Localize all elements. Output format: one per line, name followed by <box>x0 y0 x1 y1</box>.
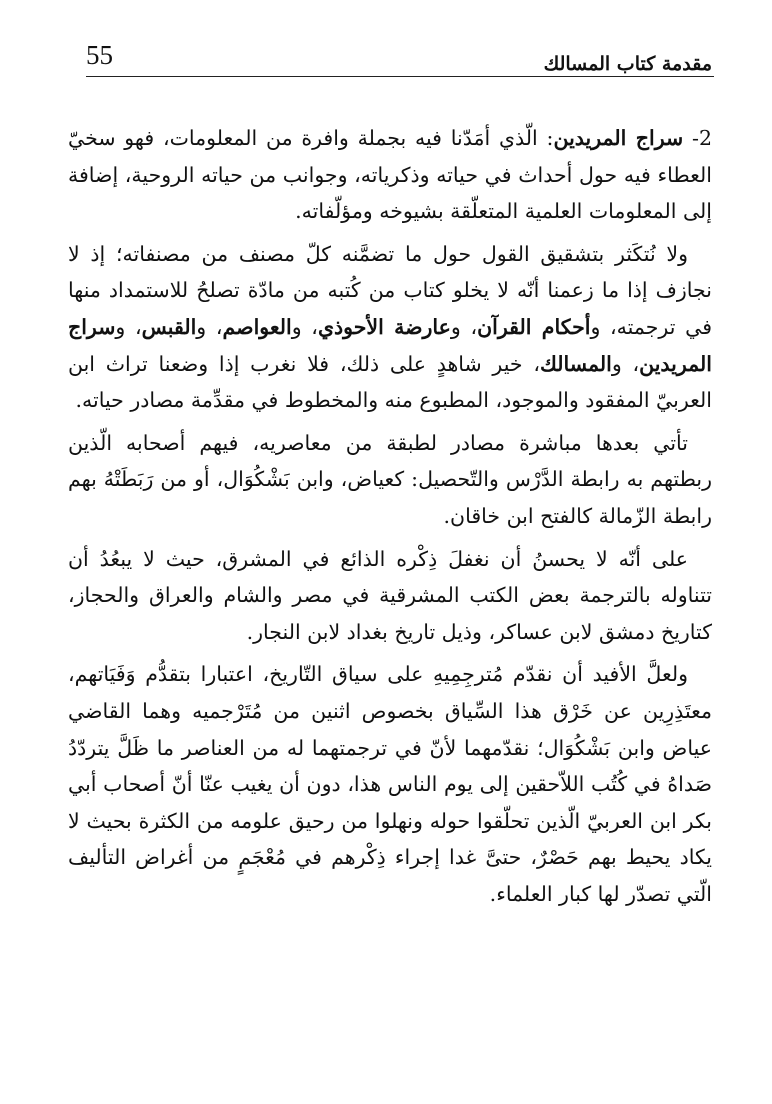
text-run: ، و <box>291 314 318 339</box>
book-title: العواصم <box>222 314 292 339</box>
paragraph <box>68 425 712 535</box>
page-header <box>86 38 712 78</box>
paragraph <box>68 541 712 651</box>
body-text <box>68 120 712 918</box>
book-title: عارضة الأحوذي <box>317 314 451 339</box>
text-run: ، خير شاهدٍ على ذلك، فلا نغرب إذا وضعنا تراث ابن العربيّ المفقود والموجود، المطبوع منه والمخطوط في مقدِّمة مصادر حياته. <box>68 351 712 413</box>
text-run: ، و <box>196 314 223 339</box>
text-run: 2- <box>683 126 712 150</box>
text-run: ولا نُتكَثر بتشقيق القول حول ما تضمَّنه كلّ مصنف من مصنفاته؛ إذ لا نجازف إذا ما زعمنا أنّه لا يخلو كتاب من كُتبه من مادّة تصلحُ للاستمداد منها في ترجمته، و <box>68 241 712 339</box>
text-run: : الّذي أمَدّنا فيه بجملة وافرة من المعلومات، فهو سخيّ العطاء فيه حول أحداث في حياته وذكرياته، وجوانب من حياته الروحية، إضافة إلى المعلومات العلمية المتعلّقة بشيوخه ومؤلّفاته. <box>68 126 712 224</box>
header-rule <box>86 76 714 77</box>
text-run: ، و <box>611 351 640 376</box>
running-title: مقدمة كتاب المسالك <box>543 53 712 75</box>
page-number: 55 <box>86 40 113 70</box>
text-run: ولعلَّ الأفيد أن نقدّم مُترجِمِيهِ على سياق التّاريخ، اعتبارا بتقدُّم وَفَيَاتهم، معتَذِرِين عن خَرْق هذا السِّياق بخصوص اثنين من مُتَرْجميه وهما القاضي عياض وابن بَشْكُوَال؛ نقدّمهما لأنّ في ترجمتهما له من العناصر ما ظَلَّ يتردّدُ صَداهُ في كُتُب اللاّحقين إلى يوم الناس هذا، دون أن يغيب عنّا أنّ أصحاب أبي بكر ابن العربيّ الّذين تحلّقوا حوله ونهلوا من رحيق علومه من الكثرة بحيث لا يكاد يحيط بهم حَصْرٌ، حتىَّ غدا إجراء ذِكْرهم في مُعْجَمٍ من أغراض التأليف الّتي تصدّر لها كبار العلماء. <box>68 662 712 906</box>
paragraph <box>68 656 712 912</box>
text-run: ، و <box>115 314 142 339</box>
book-title: المسالك <box>539 351 612 376</box>
paragraph <box>68 120 712 230</box>
book-title: سراج المريدين <box>553 126 684 150</box>
text-run: ، و <box>450 314 478 339</box>
paragraph <box>68 236 712 419</box>
book-title: القبس <box>141 314 197 339</box>
text-run: على أنّه لا يحسنُ أن نغفلَ ذِكْره الذائع في المشرق، حيث لا يبعُدُ أن تتناوله بالترجمة بعض الكتب المشرقية في مصر والشام والعراق والحجاز، كتاريخ دمشق لابن عساكر، وذيل تاريخ بغداد لابن النجار. <box>68 546 712 644</box>
book-title: سراج المريدين <box>68 314 712 376</box>
text-run: تأتي بعدها مباشرة مصادر لطبقة من معاصريه، فيهم أصحابه الّذين ربطتهم به رابطة الدَّرْس والتّحصيل: كعياض، وابن بَشْكُوَال، أو من رَبَطَتْهُ بهم رابطة الزّمالة كالفتح ابن خاقان. <box>68 430 712 528</box>
book-title: أحكام القرآن <box>477 314 591 339</box>
